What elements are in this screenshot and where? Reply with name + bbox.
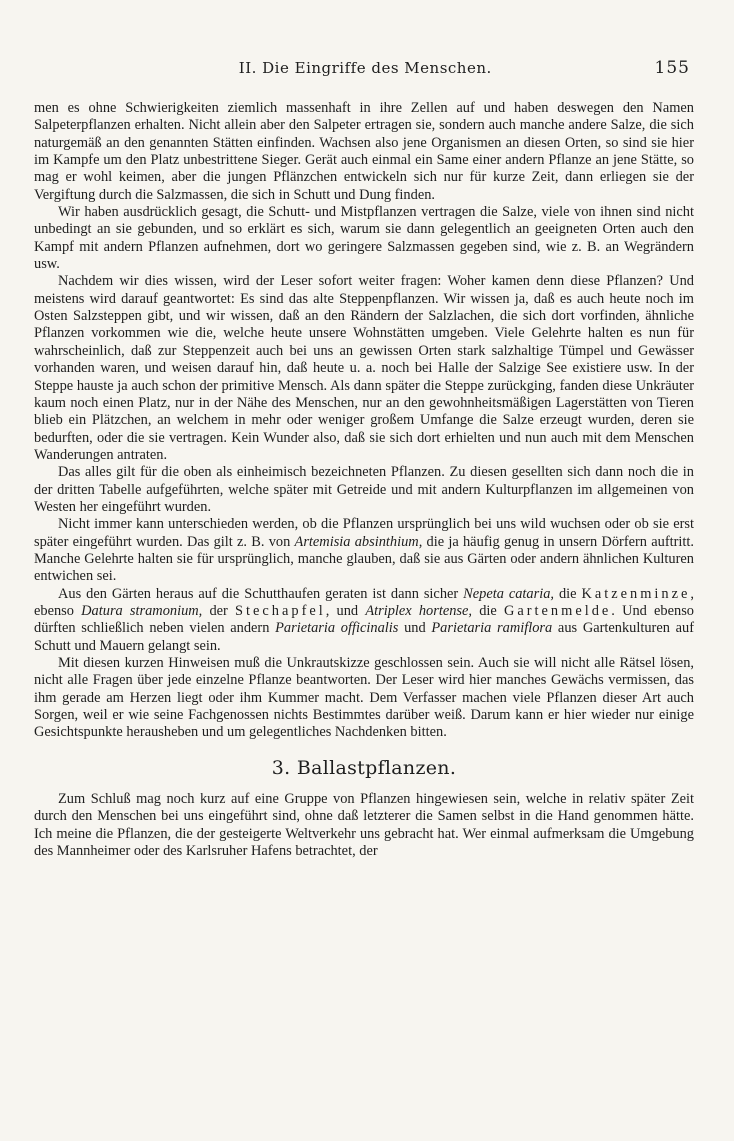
- text-run: Zum Schluß mag noch kurz auf eine Gruppe von Pflanzen hingewiesen sein, welche in relativ später Zeit durch den Menschen bei uns eingeführt sind, ohne daß letzterer die Samen selbst in die Hand genommen hätte. Ich meine die Pflanzen, die der gesteigerte Weltverkehr uns gebracht hat. Wer einmal aufmerksam die Umgebung des Mannheimer oder des Karlsruher Hafens betrachtet, der: [34, 791, 694, 860]
- spaced-text: Katzenminze: [581, 585, 691, 602]
- italic-text: Nepeta cataria,: [463, 585, 555, 602]
- text-run: aus Gartenkulturen auf Schutt und Mauern gelangt sein.: [34, 620, 695, 654]
- running-head: II. Die Eingriffe des Menschen.: [238, 59, 492, 77]
- paragraph: [34, 204, 694, 273]
- page-header: [36, 58, 690, 84]
- text-run: Das alles gilt für die oben als einheimisch bezeichneten Pflanzen. Zu diesen gesellten sich dann noch die in der dritten Tabelle aufgeführten, welche später mit Getreide und mit andern Kulturpflanzen im allgemeinen von Westen her eingeführt wurden.: [34, 464, 694, 515]
- paragraph: [34, 516, 694, 585]
- text-run: die: [472, 602, 504, 619]
- italic-text: Atriplex hortense,: [365, 602, 473, 619]
- text-run: die ja häufig genug in unsern Dörfern auftritt. Manche Gelehrte halten sie für ursprünglich, manche glauben, daß sie aus Gärten oder andern ähnlichen Kulturen entwichen sei.: [34, 533, 694, 585]
- text-run: Wir haben ausdrücklich gesagt, die Schutt- und Mistpflanzen vertragen die Salze, viele von ihnen sind nicht unbedingt an sie gebunden, und so erklärt es sich, warum sie dann gelegentlich an geeigneten Orten auch den Kampf mit andern Pflanzen aufnehmen, dort wo geringere Salzmassen gegeben sind, wie z. B. an Wegrändern usw.: [34, 204, 694, 273]
- text-run: men es ohne Schwierigkeiten ziemlich massenhaft in ihre Zellen auf und haben deswegen den Namen Salpeterpflanzen erhalten. Nicht allein aber den Salpeter ertragen sie, sondern auch manche andere Salze, die sich naturgemäß an den genannten Stätten einfinden. Wachsen also jene Organismen an diesen Orten, so sind sie hier im Kampfe um den Platz unbestrittene Sieger. Gerät auch einmal ein Same einer andern Pflanze an jene Stätte, so mag er wohl keimen, aber die jungen Pflänzchen entwickeln sich nur für kurze Zeit, dann erliegen sie der Vergiftung durch die Salzmassen, die sich in Schutt und Dung finden.: [34, 100, 694, 203]
- paragraph: [34, 464, 694, 516]
- spaced-text: Gartenmelde: [503, 602, 612, 619]
- text-run: Mit diesen kurzen Hinweisen muß die Unkrautskizze geschlossen sein. Auch sie will nicht alle Rätsel lösen, nicht alle Fragen über jede einzelne Pflanze beantworten. Der Leser wird hier manches Gewächs vermissen, das ihm gerade am Herzen liegt oder ihm Kummer macht. Dem Verfasser machen viele Pflanzen dieser Art auch Sorgen, weil er wie seine Fachgenossen nichts Bestimmtes darüber weiß. Darum kann er hier wieder nur einige Gesichtspunkte herausheben und um gelegentliches Nachdenken bitten.: [34, 655, 694, 741]
- text-run: und: [398, 620, 432, 637]
- paragraph: [34, 586, 694, 655]
- section-heading: 3. Ballastpflanzen.: [271, 756, 457, 779]
- text-run: Aus den Gärten heraus auf die Schutthaufen geraten ist dann sicher: [58, 585, 464, 602]
- italic-text: Artemisia absinthium,: [294, 533, 423, 550]
- text-run: Nachdem wir dies wissen, wird der Leser sofort weiter fragen: Woher kamen denn diese Pflanzen? Und meistens wird darauf geantwortet: Es sind das alte Steppenpflanzen. Wir wissen ja, daß es auch heute noch im Osten Salzsteppen gibt, und wir wissen, daß an den Rändern der Salzlachen, die sich dort vorfinden, ähnliche Pflanzen vorkommen wie die, welche heute unsere Wohnstätten umgeben. Viele Gelehrte halten es nun für wahrscheinlich, daß zur Steppenzeit auch bei uns an gewissen Orten stark salzhaltige Tümpel und Gewässer vorhanden waren, und weisen darauf hin, daß heute u. a. noch bei Halle der Salzige See existiere usw. In der Steppe hauste ja auch schon der primitive Mensch. Als dann später die Steppe zurückging, fanden diese Unkräuter kaum noch einen Platz, nur in der Nähe des Menschen, nur an den gewohnheitsmäßigen Lagerstätten von Tieren blieb ein Plätzchen, an welchem in mehr oder weniger großem Umfange die Salze erzeugt wurden, deren sie bedurften, oder die sie vertragen. Kein Wunder also, daß sie sich dort erhielten und nun auch mit dem Menschen Wanderungen antraten.: [34, 273, 694, 463]
- body-text: [34, 100, 694, 860]
- italic-text: Parietaria officinalis: [275, 620, 399, 637]
- page-number: 155: [654, 58, 690, 78]
- paragraph: [34, 273, 694, 464]
- text-run: die: [554, 585, 582, 602]
- text-run: . Und ebenso dürften schließlich neben vielen andern: [34, 602, 694, 637]
- text-run: Nicht immer kann unterschieden werden, ob die Pflanzen ursprünglich bei uns wild wuchsen oder ob sie erst später eingeführt wurden. Das gilt z. B. von: [34, 516, 694, 550]
- paragraph: [34, 655, 694, 742]
- paragraph: [34, 791, 694, 860]
- text-run: , ebenso: [34, 585, 694, 619]
- paragraph: [34, 100, 694, 204]
- text-run: der: [202, 602, 236, 619]
- italic-text: Parietaria ramiflora: [431, 620, 553, 637]
- italic-text: Datura stramonium,: [81, 602, 203, 619]
- spaced-text: Stechapfel: [235, 602, 326, 619]
- text-run: , und: [325, 602, 366, 619]
